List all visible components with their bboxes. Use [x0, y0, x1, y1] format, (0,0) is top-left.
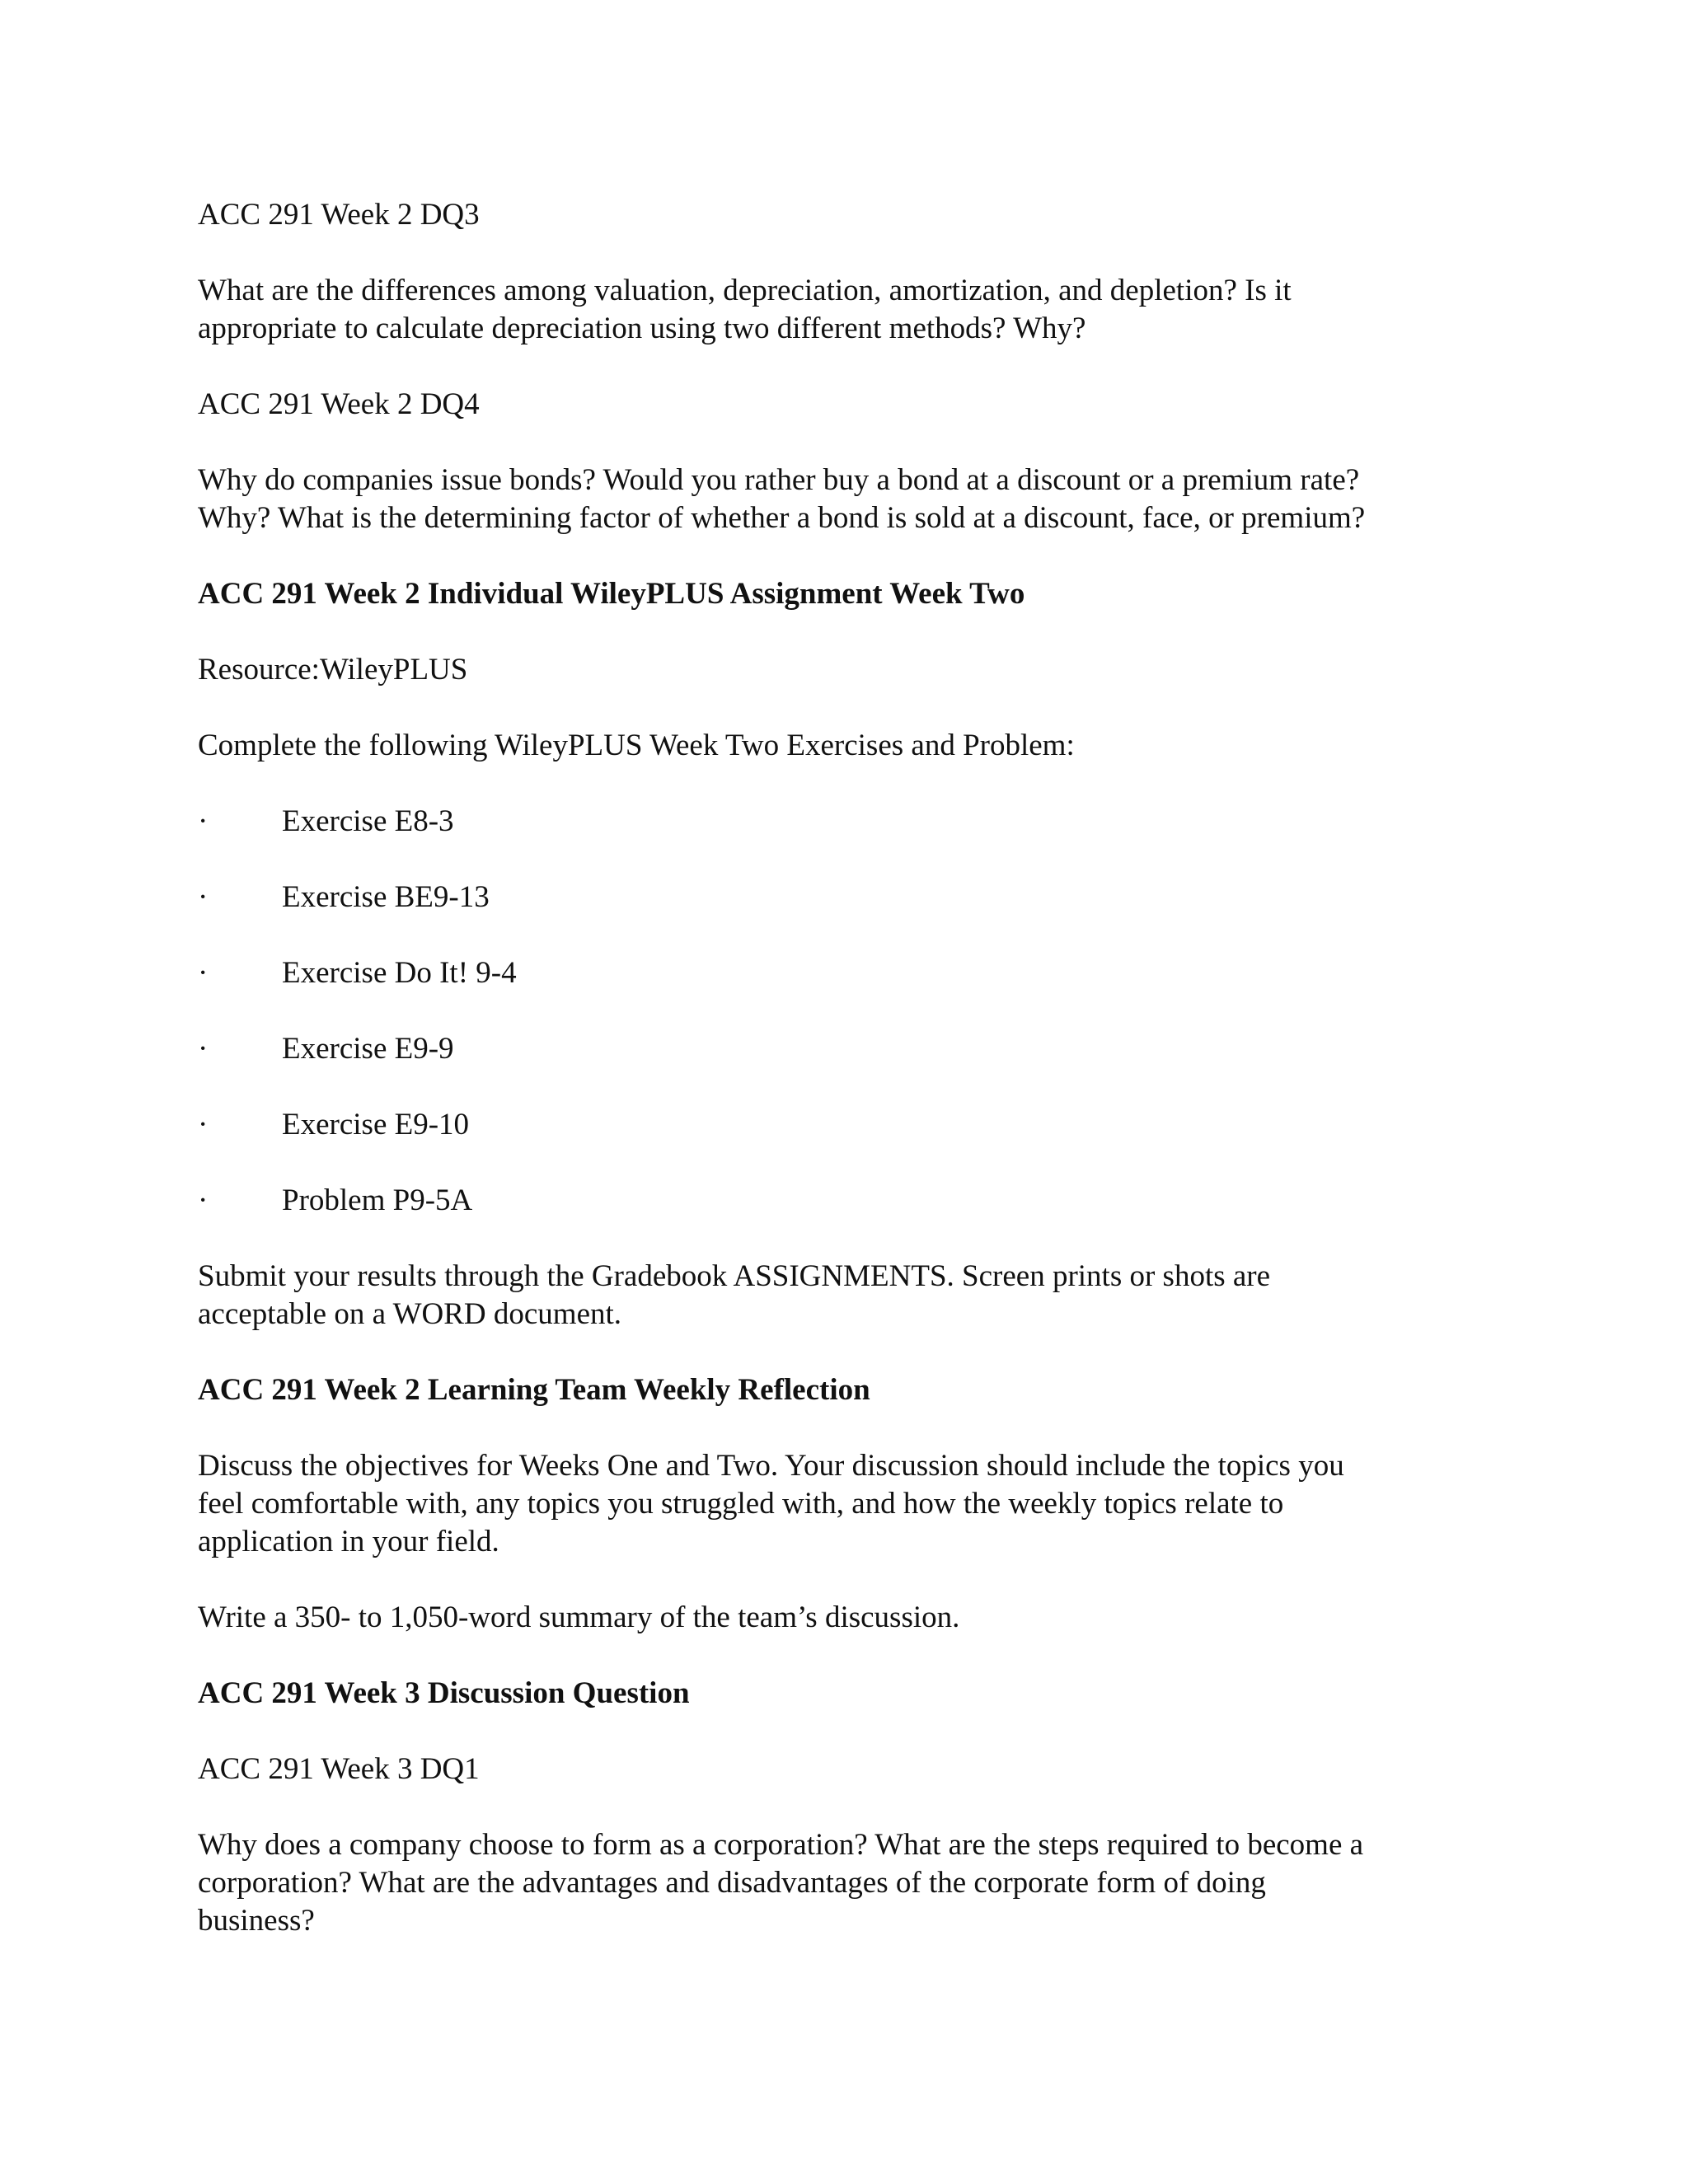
list-item: [198, 1030, 1500, 1068]
list-item: [198, 879, 1500, 916]
bullet-mark: ·: [198, 1108, 209, 1141]
paragraph: [198, 651, 1500, 689]
text-line: What are the differences among valuation, depreciation, amortization, and depletion? Is it: [198, 274, 1292, 307]
text-line: Resource:WileyPLUS: [198, 653, 468, 687]
list-item: [198, 1182, 1500, 1220]
text-line: corporation? What are the advantages and disadvantages of the corporate form of doing: [198, 1866, 1266, 1900]
paragraph: [198, 1447, 1500, 1561]
text-line: business?: [198, 1904, 315, 1938]
document-body: [198, 196, 1500, 1978]
list-item: [198, 1106, 1500, 1144]
text-line: appropriate to calculate depreciation using two different methods? Why?: [198, 312, 1086, 345]
text-line: application in your field.: [198, 1525, 499, 1558]
text-line: Why does a company choose to form as a corporation? What are the steps required to become a: [198, 1828, 1364, 1862]
list-item: [198, 803, 1500, 841]
text-line: Complete the following WileyPLUS Week Two Exercises and Problem:: [198, 729, 1075, 762]
list-item: [198, 954, 1500, 992]
list-item-text: Exercise E9-10: [282, 1108, 470, 1141]
text-line: Why? What is the determining factor of whether a bond is sold at a discount, face, or premium?: [198, 501, 1366, 535]
list-item-text: Exercise BE9-13: [282, 880, 490, 914]
exercise-list: [198, 803, 1500, 1220]
paragraph: [198, 1258, 1500, 1333]
text-line: ACC 291 Week 2 Learning Team Weekly Reflection: [198, 1373, 870, 1407]
paragraph: [198, 272, 1500, 348]
bullet-mark: ·: [198, 880, 209, 914]
paragraph: [198, 1599, 1500, 1637]
text-line: acceptable on a WORD document.: [198, 1297, 622, 1331]
text-line: Why do companies issue bonds? Would you rather buy a bond at a discount or a premium rate?: [198, 463, 1360, 497]
text-line: Submit your results through the Gradebook ASSIGNMENTS. Screen prints or shots are: [198, 1259, 1271, 1293]
bullet-mark: ·: [198, 1032, 209, 1066]
bullet-mark: ·: [198, 804, 209, 838]
text-line: feel comfortable with, any topics you struggled with, and how the weekly topics relate to: [198, 1487, 1284, 1521]
section-heading: [198, 575, 1500, 613]
text-line: ACC 291 Week 3 DQ1: [198, 1752, 480, 1786]
paragraph: [198, 1750, 1500, 1788]
text-line: ACC 291 Week 3 Discussion Question: [198, 1676, 690, 1710]
text-line: ACC 291 Week 2 DQ3: [198, 198, 480, 232]
text-line: Write a 350- to 1,050-word summary of the team’s discussion.: [198, 1601, 960, 1634]
paragraph: [198, 1826, 1500, 1940]
paragraph: [198, 462, 1500, 537]
paragraph: [198, 196, 1500, 234]
list-item-text: Exercise E9-9: [282, 1032, 454, 1066]
text-line: ACC 291 Week 2 Individual WileyPLUS Assignment Week Two: [198, 577, 1025, 611]
section-heading: [198, 1371, 1500, 1409]
paragraph: [198, 386, 1500, 424]
paragraph: [198, 727, 1500, 765]
bullet-mark: ·: [198, 1183, 209, 1217]
list-item-text: Exercise E8-3: [282, 804, 454, 838]
bullet-mark: ·: [198, 956, 209, 990]
list-item-text: Exercise Do It! 9-4: [282, 956, 517, 990]
text-line: Discuss the objectives for Weeks One and Two. Your discussion should include the topics you: [198, 1449, 1344, 1483]
section-heading: [198, 1675, 1500, 1713]
text-line: ACC 291 Week 2 DQ4: [198, 387, 480, 421]
list-item-text: Problem P9-5A: [282, 1183, 473, 1217]
